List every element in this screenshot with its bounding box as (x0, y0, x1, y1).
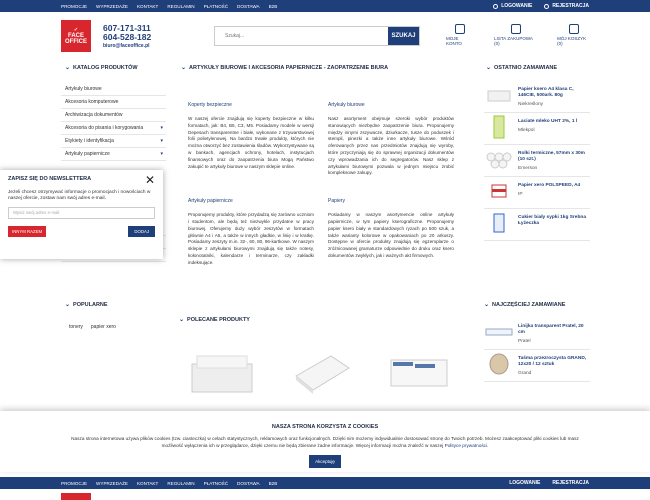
chevron-down-icon[interactable]: ▾ (160, 151, 163, 157)
main-title (181, 64, 463, 71)
accept-cookies-button[interactable]: Akceptuję (309, 455, 341, 468)
register-icon (544, 4, 549, 9)
not-now-button[interactable]: INNYM RAZEM (8, 226, 46, 237)
chevron-down-icon: ⌄ (484, 302, 490, 308)
sticky-top-bar (0, 477, 650, 489)
top-link-regulamin[interactable]: REGULAMIN (167, 480, 195, 486)
block-heading: Artykuły papiernicze (188, 198, 233, 205)
category-label: Akcesoria do pisania i korygowania (65, 125, 144, 131)
block-text: Proponujemy produkty, które przydadzą się zarówno uczniom i studentom, ale będą też niezwykle przydatne w pracy biurowej. Oferujemy duży wybór zeszytów w formatach głównie A4 i A5, a także w innych gładkie, w linię i w kratkę. Posiadamy zeszyty m.in. 32-, 60, 80, 96-kartkowe. W naszym sklepie z artykułami biurowymi znajdują się także notesy, kołonotatniki, kalendarze i terminarze, czy zakładki indeksujące. (188, 212, 314, 265)
bird-icon: ✓ (73, 27, 79, 33)
sugar-icon (492, 212, 506, 234)
top-link-wyprzedaze[interactable]: WYPRZEDAŻE (96, 480, 128, 486)
bestsellers (484, 301, 590, 382)
product-thumb (484, 81, 514, 109)
newsletter-popup (0, 170, 163, 259)
product-brand: Niekreślony (518, 102, 544, 107)
text-block (188, 102, 314, 177)
top-link-wyprzedaze[interactable]: WYPRZEDAŻE (96, 3, 128, 9)
product-brand: Mlekpol (518, 128, 535, 133)
register-link[interactable]: REJESTRACJA (552, 480, 589, 486)
register-label: REJESTRACJA (552, 3, 589, 9)
chevron-down-icon: ⌄ (486, 65, 492, 71)
top-link-platnosc[interactable]: PŁATNOŚĆ (203, 480, 229, 486)
product-brand: IP (518, 192, 523, 197)
top-bar (0, 0, 650, 12)
paper-ream-icon (291, 346, 351, 396)
product-name[interactable]: Rolki termiczne, 57mm x 30m (10 szt.) (518, 151, 585, 162)
recommended-section (179, 316, 463, 323)
category-label: Archiwizacja dokumentów (65, 112, 123, 118)
privacy-policy-link[interactable]: Polityce prywatności. (444, 442, 489, 448)
tag-papier-xero[interactable]: papier xero (90, 324, 116, 330)
chevron-down-icon[interactable]: ▾ (160, 125, 163, 131)
product-brand: Pratel (518, 339, 531, 344)
recommended-title-text: POLECANE PRODUKTY (187, 316, 250, 323)
best-title (484, 301, 590, 308)
popular-title-text: POPULARNE (73, 301, 108, 308)
best-title-text: NAJCZĘŚCIEJ ZAMAWIANE (492, 301, 566, 308)
milk-carton-icon (492, 114, 506, 140)
cookie-text (60, 436, 590, 449)
product-name[interactable]: Cukier biały sypki 1kg Srebna Łyżeczka (518, 215, 586, 226)
email-link[interactable]: biuro@faceoffice.pl (103, 42, 150, 49)
block-text: Nasz asortyment obejmuje szeroki wybór produktów stanowiących niezbędne zaopatrzenie biura. Proponujemy między innymi zszywacze, dziurkacze, tusze do poduszek i stempli, pinezki a także inne artykuły biurowe. Wśród oferowanych przez nas przedmiotów znajdują się wyroby, które przyczyniają się do sprawnej organizacji dokumentów czy wprowadzania ich do segregatorów. Nasz sklep z artykułami biurowymi pozwala w jednym miejscu zrobić kompleksowe zakupy. (328, 116, 454, 176)
sidebar-item-papiernicze[interactable] (61, 148, 166, 161)
top-link-kontakt[interactable]: KONTAKT (136, 480, 159, 486)
phone-1[interactable]: 607-171-311 (103, 22, 151, 33)
product-name[interactable]: Taśma przezroczysta GRAND, 12x20 / 12 sztuk (518, 356, 587, 367)
login-label: LOGOWANIE (501, 3, 533, 9)
chevron-down-icon: ⌄ (65, 65, 71, 71)
product-thumb (484, 177, 514, 205)
block-text: Posiadamy w naszym asortymencie online artykuły papiernicze, w tym papiery kserograficzne. Proponujemy papier ksero biały w standardowych ryzach po 500 szuk, a także warianty kolorowe w opakowaniach po 20 arkuszy. Dostępne w ofercie produkty znajdują się egzemplarze o zróżnicowanej gramaturze odpowiednie do druku oraz ksero dokumentów zwykłych, jak i ważnych akt firmowych. (328, 212, 454, 258)
cart-icon (569, 24, 579, 34)
newsletter-email-input[interactable]: Wpisz swój adres e-mail (8, 207, 155, 219)
envelopes-icon (385, 346, 455, 396)
popular-section (61, 301, 166, 330)
catalog-title (65, 64, 166, 71)
list-item[interactable] (484, 145, 590, 177)
main-title-text: ARTYKUŁY BIUROWE I AKCESORIA PAPIERNICZE - ZAOPATRZENIE BIURA (189, 64, 389, 71)
list-item[interactable] (484, 81, 590, 113)
search-box (214, 26, 420, 46)
chevron-down-icon: ⌄ (181, 65, 187, 71)
top-link-promocje[interactable]: PROMOCJE (61, 3, 88, 9)
recommended-title (179, 316, 463, 323)
list-item[interactable] (484, 350, 590, 382)
subscribe-button[interactable]: DODAJ (128, 226, 155, 237)
list-item[interactable] (484, 113, 590, 145)
register-link[interactable] (544, 3, 589, 9)
category-label: Artykuły papiernicze (65, 151, 110, 157)
top-link-dostawa[interactable]: DOSTAWA (237, 480, 260, 486)
chevron-down-icon: ⌄ (179, 317, 185, 323)
product-name[interactable]: Papier xero POLSPEED, A4 (518, 183, 581, 188)
paper-icon (486, 85, 512, 105)
chevron-down-icon: ⌄ (65, 302, 71, 308)
top-link-regulamin[interactable]: REGULAMIN (167, 3, 195, 9)
block-text: W naszej ofercie znajdują się koperty bezpieczne w kilku formatach, jak: B4, B5, C3, M5. Posiadamy modele w wersji Depesach transparentne i białe, wykonane z trzywarstwowej folii polietylenowej. Na bardzo trwałe produkty, których nie można otworzyć bez zostawienia śladów. Wykorzystywane są w bankach, agencjach ochrony, hotelach, instytucjach finansowych oraz do zaopatrzenia biura Mogą Państwo zakupić te artykuły biurowe w naszym sklepie online. (188, 116, 314, 169)
popular-title (65, 301, 166, 308)
account-icon (455, 24, 465, 34)
ruler-icon (485, 324, 513, 340)
block-heading: Papiery (328, 198, 345, 205)
logo[interactable] (61, 493, 91, 500)
header (61, 20, 591, 52)
login-link[interactable] (493, 3, 532, 9)
newsletter-title: ZAPISZ SIĘ DO NEWSLETTERA (8, 176, 92, 182)
sidebar-item-archiwizacja[interactable] (61, 109, 166, 122)
my-account-button[interactable] (446, 24, 474, 46)
shopping-list-button[interactable] (494, 24, 537, 46)
top-link-kontakt[interactable]: KONTAKT (136, 3, 159, 9)
product-brand: Grand (518, 371, 532, 376)
category-label: Akcesoria komputerowe (65, 99, 119, 105)
logo[interactable] (61, 20, 91, 52)
top-link-b2b[interactable]: B2B (268, 3, 278, 9)
cookie-banner (0, 411, 650, 472)
product-thumb (484, 113, 514, 141)
text-block (188, 198, 314, 266)
recent-title-text: OSTATNIO ZAMAWIANE (494, 64, 558, 71)
category-label: Artykuły biurowe (65, 86, 102, 92)
list-label: LISTA ZAKUPOWA (0) (494, 36, 533, 46)
search-input[interactable] (215, 27, 388, 45)
logo-line2: OFFICE (65, 39, 87, 45)
cookie-title: NASZA STRONA KORZYSTA Z COOKIES (271, 424, 379, 430)
tag-tonery[interactable]: tonery (69, 324, 83, 330)
cookie-text-body: Nasza strona internetowa używa plików cookies (tzw. ciasteczka) w celach statystycznych, reklamowych oraz funkcjonalnych. Dzięki nim możemy indywidualnie dostosować stronę do Twoich potrzeb. Możesz zaakceptować pliki cookies lub masz możliwość wyłączenia ich w przeglądarce, dzięki czemu nie będą zbierane żadne informacje. Więcej informacji można znaleźć w naszej (71, 436, 579, 448)
tape-icon (488, 352, 510, 376)
chevron-down-icon[interactable]: ▾ (160, 138, 163, 144)
product-name[interactable]: Papier ksero A4 klasa C, 146CIE, 500ark. 80g (518, 87, 574, 98)
catalog-title-text: KATALOG PRODUKTÓW (73, 64, 138, 71)
cart-button[interactable] (557, 24, 591, 46)
recent-orders (484, 64, 590, 241)
category-label: Etykiety i identyfikacja (65, 138, 114, 144)
product-image[interactable] (179, 333, 264, 408)
header-icons (446, 24, 591, 46)
product-name[interactable]: Laciate mleko UHT 2%, 1 l (518, 119, 578, 124)
login-link[interactable]: LOGOWANIE (509, 480, 541, 486)
block-heading: Koperty bezpieczne (188, 102, 232, 108)
sidebar-item-akcesoria-pisania[interactable] (61, 122, 166, 135)
top-link-promocje[interactable]: PROMOCJE (61, 480, 88, 486)
main-content (179, 64, 463, 265)
product-name[interactable]: Linijka transparent Pratel, 20 cm (518, 324, 584, 335)
top-links (61, 4, 277, 9)
product-thumb (484, 209, 514, 237)
text-block (328, 198, 454, 266)
list-item[interactable] (484, 209, 590, 241)
product-image[interactable] (278, 333, 363, 408)
contacts (103, 24, 151, 49)
newsletter-desc: Jeżeli chcesz otrzymywać informacje o promocjach i nowościach w naszej ofercie, zostaw nam swój adres e-mail. (8, 190, 151, 201)
product-image[interactable] (377, 333, 462, 408)
paper-towels-icon (187, 346, 257, 396)
product-thumb (484, 350, 514, 378)
logo-line1: FACE (67, 33, 84, 39)
product-thumb (484, 318, 514, 346)
product-thumb (484, 145, 514, 173)
top-link-dostawa[interactable]: DOSTAWA (237, 3, 260, 9)
phone-2[interactable]: 604-528-182 (103, 31, 152, 42)
thermal-rolls-icon (485, 149, 513, 169)
close-icon[interactable]: ✕ (144, 173, 155, 187)
list-icon (511, 24, 521, 34)
list-item[interactable] (484, 318, 590, 350)
block-heading: Artykuły biurowe (328, 102, 365, 108)
cart-label: MÓJ KOSZYK (0) (557, 36, 587, 46)
top-link-platnosc[interactable]: PŁATNOŚĆ (203, 3, 229, 9)
product-brand: Emerson (518, 166, 538, 171)
user-icon (493, 4, 498, 9)
sidebar-item-etykiety[interactable] (61, 135, 166, 148)
list-item[interactable] (484, 177, 590, 209)
text-block (328, 102, 454, 177)
search-button[interactable]: SZUKAJ (388, 27, 419, 45)
recent-title (486, 64, 590, 71)
sidebar-item-akcesoria-komputerowe[interactable] (61, 96, 166, 109)
paper-pack-icon (489, 181, 509, 201)
account-label: MOJE KONTO (446, 36, 462, 46)
top-link-b2b[interactable]: B2B (268, 480, 278, 486)
sidebar-item-artykuly-biurowe[interactable] (61, 83, 166, 96)
